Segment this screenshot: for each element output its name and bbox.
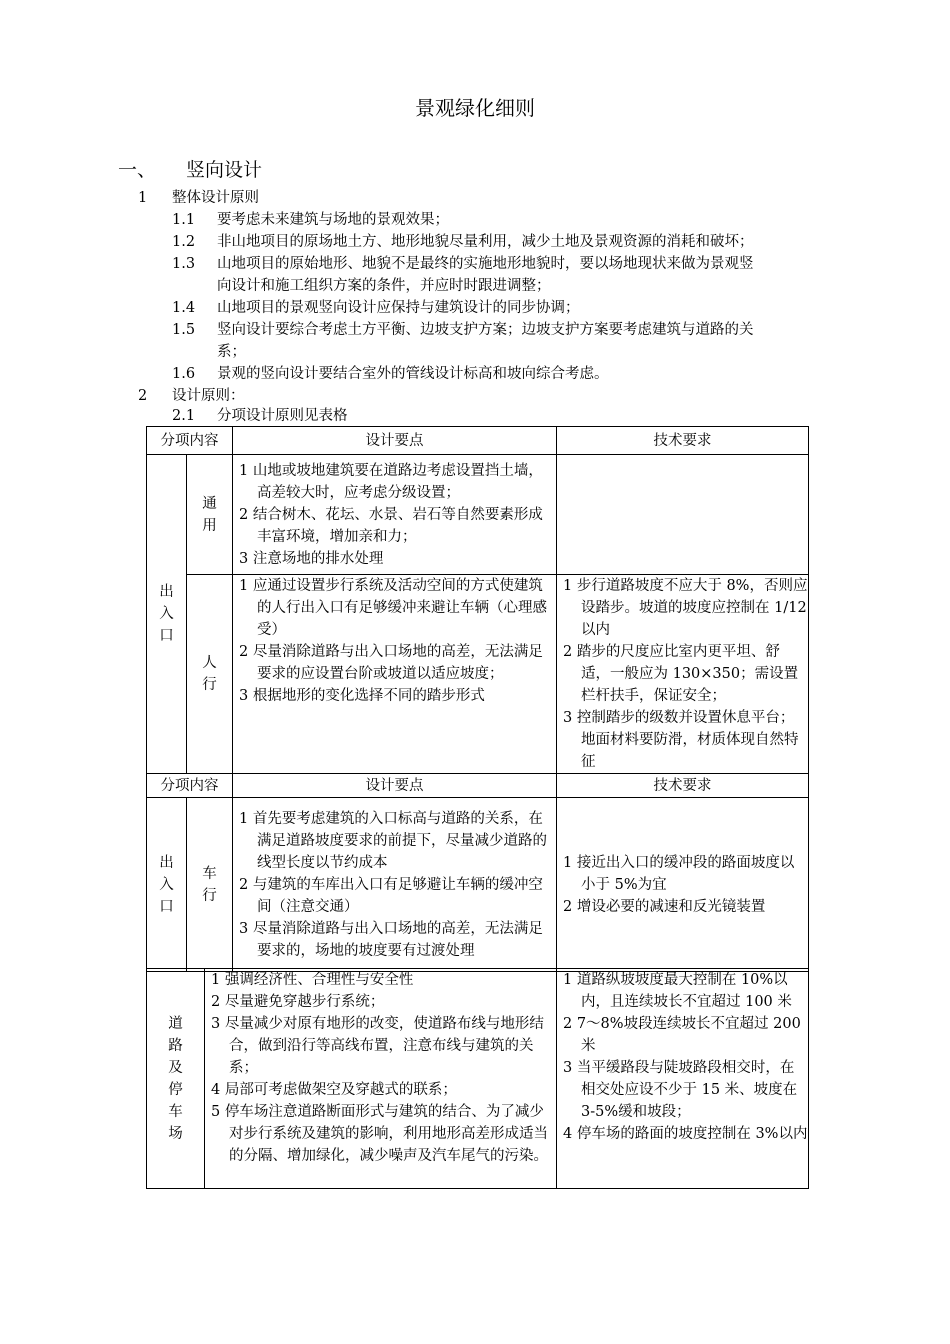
list-item: 3 注意场地的排水处理 <box>239 550 384 567</box>
subcategory-label: 人行 <box>187 575 233 774</box>
list-item: 1 山地或坡地建筑要在道路边考虑设置挡土墙，高差较大时，应考虑分级设置； <box>239 462 543 501</box>
tech-reqs-cell <box>557 575 809 774</box>
item-number: 1.3 <box>172 256 196 272</box>
design-table-part1 <box>146 426 809 972</box>
list-item: 4 局部可考虑做架空及穿越式的联系； <box>211 1082 457 1098</box>
design-points-cell <box>233 575 557 774</box>
section-heading: 竖向设计 <box>186 159 263 181</box>
item-text: 竖向设计要综合考虑土方平衡、边坡支护方案；边坡支护方案要考虑建筑与道路的关 <box>217 322 754 338</box>
tech-reqs-cell <box>557 798 809 972</box>
tech-reqs-cell <box>557 969 809 1189</box>
list-item: 3 尽量消除道路与出入口场地的高差，无法满足要求的，场地的坡度要有过渡处理 <box>239 920 543 959</box>
list-item: 1 应通过设置步行系统及活动空间的方式使建筑的人行出入口有足够缓冲来避让车辆（心理感受） <box>239 578 547 638</box>
header-design-points: 设计要点 <box>233 427 557 455</box>
group-label: 出入口 <box>147 798 187 972</box>
list-item: 2 7～8%坡段连续坡长不宜超过 200 米 <box>563 1016 801 1054</box>
group-label: 出入口 <box>147 455 187 774</box>
header-category: 分项内容 <box>147 427 233 455</box>
header-design-points: 设计要点 <box>233 774 557 798</box>
list-item: 2 与建筑的车库出入口有足够避让车辆的缓冲空间（注意交通） <box>239 876 543 915</box>
group-label: 道路及停车场 <box>147 969 205 1189</box>
item-number: 1.4 <box>172 300 196 316</box>
table-row <box>147 575 809 774</box>
subsection-heading: 设计原则： <box>172 388 245 404</box>
design-points-cell <box>205 969 557 1189</box>
design-points-cell <box>233 798 557 972</box>
subsection-number: 1 <box>138 190 148 206</box>
design-table-part2 <box>146 968 809 1189</box>
list-item: 1 道路纵坡坡度最大控制在 10%以内，且连续坡长不宜超过 100 米 <box>563 972 792 1010</box>
subcategory-label: 通用 <box>187 455 233 575</box>
list-item: 3 当平缓路段与陡坡路段相交时，在相交处应设不少于 15 米、坡度在 3-5%缓和坡段； <box>563 1060 798 1120</box>
header-tech-reqs: 技术要求 <box>557 427 809 455</box>
list-item: 1 步行道路坡度不应大于 8%，否则应设踏步。坡道的坡度应控制在 1/12 以内 <box>563 578 808 638</box>
list-item: 1 首先要考虑建筑的入口标高与道路的关系，在满足道路坡度要求的前提下，尽量减少道路的线型长度以节约成本 <box>239 810 547 871</box>
table-row <box>147 455 809 575</box>
subcategory-label: 车行 <box>187 798 233 972</box>
list-item: 2 踏步的尺度应比室内更平坦、舒适，一般应为 130×350；需设置栏杆扶手，保证安全； <box>563 644 799 704</box>
header-tech-reqs: 技术要求 <box>557 774 809 798</box>
item-number: 1.5 <box>172 322 196 338</box>
item-number: 1.6 <box>172 366 196 382</box>
list-item: 3 尽量减少对原有地形的改变，使道路布线与地形结合，做到沿行等高线布置，注意布线与建筑的关系； <box>211 1016 544 1076</box>
tech-reqs-cell <box>557 455 809 575</box>
item-text: 山地项目的原始地形、地貌不是最终的实施地形地貌时，要以场地现状来做为景观竖 <box>217 256 754 272</box>
list-item: 1 强调经济性、合理性与安全性 <box>211 972 414 988</box>
list-item: 1 接近出入口的缓冲段的路面坡度以小于 5%为宜 <box>563 854 795 893</box>
table-row <box>147 969 809 1189</box>
list-item: 2 尽量避免穿越步行系统； <box>211 994 385 1010</box>
table-row <box>147 798 809 972</box>
item-text: 要考虑未来建筑与场地的景观效果； <box>217 212 449 228</box>
list-item: 2 尽量消除道路与出入口场地的高差，无法满足要求的应设置台阶或坡道以适应坡度； <box>239 644 543 682</box>
item-text-continued: 向设计和施工组织方案的条件，并应时时跟进调整； <box>217 278 551 294</box>
item-text: 山地项目的景观竖向设计应保持与建筑设计的同步协调； <box>217 300 580 316</box>
item-text: 非山地项目的原场地土方、地形地貌尽量利用，减少土地及景观资源的消耗和破坏； <box>217 234 754 250</box>
subsection-heading: 整体设计原则 <box>172 190 259 206</box>
list-item: 5 停车场注意道路断面形式与建筑的结合、为了减少对步行系统及建筑的影响，利用地形高差形成适当的分隔、增加绿化，减少噪声及汽车尾气的污染。 <box>211 1104 548 1164</box>
item-text: 景观的竖向设计要结合室外的管线设计标高和坡向综合考虑。 <box>217 366 609 382</box>
section-number: 一、 <box>118 159 157 181</box>
list-item: 2 增设必要的减速和反光镜装置 <box>563 898 766 915</box>
list-item: 2 结合树木、花坛、水景、岩石等自然要素形成丰富环境，增加亲和力； <box>239 506 543 545</box>
page-title: 景观绿化细则 <box>415 96 535 120</box>
item-text: 分项设计原则见表格 <box>217 408 348 424</box>
item-number: 1.2 <box>172 234 196 250</box>
list-item: 3 根据地形的变化选择不同的踏步形式 <box>239 688 485 704</box>
table-header-row <box>147 427 809 455</box>
item-text-continued: 系； <box>217 344 246 360</box>
list-item: 3 控制踏步的级数并设置休息平台；地面材料要防滑，材质体现自然特征 <box>563 710 799 770</box>
list-item: 4 停车场的路面的坡度控制在 3%以内 <box>563 1126 808 1142</box>
design-points-cell <box>233 455 557 575</box>
table-header-row <box>147 774 809 798</box>
header-category: 分项内容 <box>147 774 233 798</box>
item-number: 1.1 <box>172 212 196 228</box>
item-number: 2.1 <box>172 408 196 424</box>
subsection-number: 2 <box>138 388 148 404</box>
